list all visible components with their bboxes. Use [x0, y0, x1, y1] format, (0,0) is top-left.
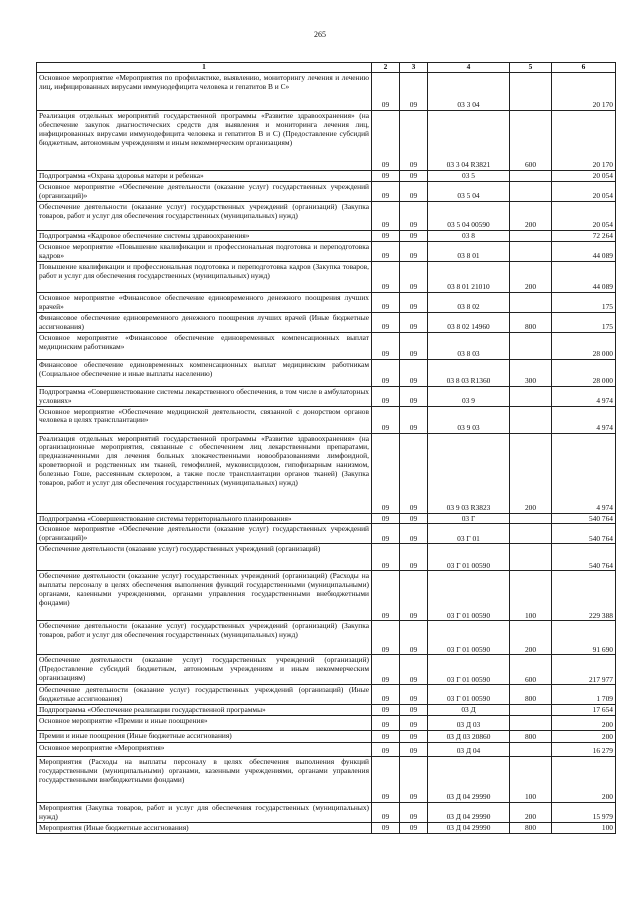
- row-expense-type-cell: [510, 544, 552, 571]
- row-expense-type-cell: [510, 241, 552, 261]
- row-amount-cell: 72 264: [552, 230, 616, 241]
- row-section-cell: 09: [372, 731, 400, 743]
- row-expense-type-cell: 800: [510, 312, 552, 332]
- row-name-cell: Основное мероприятие «Мероприятия по профилактике, выявлению, мониторингу лечения и лечению лиц, инфицированных вирусами иммунодефицита человека и гепатитов В и С»: [37, 73, 372, 111]
- row-expense-type-cell: [510, 386, 552, 406]
- table-row: [37, 171, 616, 182]
- row-code-cell: 03 Г 01: [428, 524, 510, 544]
- row-section-cell: 09: [372, 743, 400, 757]
- row-name-cell: Основное мероприятие «Мероприятия»: [37, 743, 372, 757]
- table-row: [37, 261, 616, 292]
- row-expense-type-cell: [510, 716, 552, 731]
- row-name-cell: Финансовое обеспечение единовременного денежного поощрения лучших врачей (Иные бюджетные ассигнования): [37, 312, 372, 332]
- row-name-cell: Подпрограмма «Совершенствование системы лекарственного обеспечения, в том числе в амбулаторных условиях»: [37, 386, 372, 406]
- row-amount-cell: 4 974: [552, 406, 616, 433]
- table-row: [37, 731, 616, 743]
- row-amount-cell: 44 089: [552, 241, 616, 261]
- row-name-cell: Основное мероприятие «Финансовое обеспечение единовременного денежного поощрения лучших врачей»: [37, 292, 372, 312]
- row-amount-cell: 229 388: [552, 571, 616, 621]
- column-header-3: 3: [400, 63, 428, 73]
- row-subsection-cell: 09: [400, 111, 428, 171]
- column-header-4: 4: [428, 63, 510, 73]
- table-row: [37, 433, 616, 513]
- row-section-cell: 09: [372, 171, 400, 182]
- row-code-cell: 03 5: [428, 171, 510, 182]
- table-row: [37, 757, 616, 803]
- row-expense-type-cell: [510, 705, 552, 716]
- column-header-2: 2: [372, 63, 400, 73]
- row-name-cell: Финансовое обеспечение единовременных компенсационных выплат медицинским работникам (Социальное обеспечение и иные выплаты населению): [37, 359, 372, 386]
- row-amount-cell: 20 054: [552, 171, 616, 182]
- row-subsection-cell: 09: [400, 292, 428, 312]
- row-section-cell: 09: [372, 261, 400, 292]
- row-section-cell: 09: [372, 524, 400, 544]
- row-subsection-cell: 09: [400, 181, 428, 201]
- row-amount-cell: 175: [552, 292, 616, 312]
- row-code-cell: 03 Д 03: [428, 716, 510, 731]
- row-expense-type-cell: 200: [510, 433, 552, 513]
- row-name-cell: Премии и иные поощрения (Иные бюджетные ассигнования): [37, 731, 372, 743]
- budget-table-body: [37, 73, 616, 834]
- row-section-cell: 09: [372, 433, 400, 513]
- row-subsection-cell: 09: [400, 823, 428, 834]
- table-row: [37, 201, 616, 230]
- row-name-cell: Основное мероприятие «Обеспечение медицинской деятельности, связанной с донорством органов человека в целях трансплантации»: [37, 406, 372, 433]
- table-row: [37, 705, 616, 716]
- row-name-cell: Обеспечение деятельности (оказание услуг) государственных учреждений (организаций) (Закупка товаров, работ и услуг для обеспечения государственных (муниципальных) нужд): [37, 621, 372, 655]
- row-amount-cell: 4 974: [552, 433, 616, 513]
- row-name-cell: Подпрограмма «Кадровое обеспечение системы здравоохранения»: [37, 230, 372, 241]
- column-header-5: 5: [510, 63, 552, 73]
- row-code-cell: 03 8 03 R1360: [428, 359, 510, 386]
- row-amount-cell: 100: [552, 823, 616, 834]
- row-code-cell: 03 Д: [428, 705, 510, 716]
- row-name-cell: Обеспечение деятельности (оказание услуг) государственных учреждений (организаций): [37, 544, 372, 571]
- table-row: [37, 823, 616, 834]
- row-code-cell: 03 8 02: [428, 292, 510, 312]
- row-subsection-cell: 09: [400, 731, 428, 743]
- row-expense-type-cell: 800: [510, 823, 552, 834]
- row-section-cell: 09: [372, 757, 400, 803]
- table-row: [37, 621, 616, 655]
- row-code-cell: 03 8 01: [428, 241, 510, 261]
- table-row: [37, 241, 616, 261]
- row-amount-cell: 28 000: [552, 332, 616, 359]
- table-row: [37, 544, 616, 571]
- column-header-1: 1: [37, 63, 372, 73]
- row-section-cell: 09: [372, 359, 400, 386]
- row-subsection-cell: 09: [400, 655, 428, 685]
- row-name-cell: Основное мероприятие «Финансовое обеспечение единовременных компенсационных выплат медицинским работникам»: [37, 332, 372, 359]
- row-section-cell: 09: [372, 332, 400, 359]
- row-amount-cell: 200: [552, 731, 616, 743]
- row-expense-type-cell: [510, 743, 552, 757]
- row-section-cell: 09: [372, 292, 400, 312]
- row-section-cell: 09: [372, 621, 400, 655]
- row-expense-type-cell: 800: [510, 685, 552, 705]
- table-row: [37, 332, 616, 359]
- row-subsection-cell: 09: [400, 386, 428, 406]
- row-section-cell: 09: [372, 655, 400, 685]
- row-expense-type-cell: 100: [510, 757, 552, 803]
- row-code-cell: 03 5 04 00590: [428, 201, 510, 230]
- row-section-cell: 09: [372, 230, 400, 241]
- row-amount-cell: 200: [552, 716, 616, 731]
- row-name-cell: Реализация отдельных мероприятий государственной программы «Развитие здравоохранения» (на обеспечение закупок диагностических средств для выявления и мониторинга лечения лиц, инфицированных вирусами иммунодефицита человека и гепатитов В и С) (Предоставление субсидий бюджетным, автономным учреждениям и иным некоммерческим организациям): [37, 111, 372, 171]
- row-expense-type-cell: [510, 406, 552, 433]
- row-expense-type-cell: 200: [510, 261, 552, 292]
- row-code-cell: 03 3 04: [428, 73, 510, 111]
- row-amount-cell: 217 977: [552, 655, 616, 685]
- table-row: [37, 111, 616, 171]
- row-amount-cell: 20 054: [552, 201, 616, 230]
- row-name-cell: Подпрограмма «Охрана здоровья матери и ребенка»: [37, 171, 372, 182]
- row-expense-type-cell: [510, 230, 552, 241]
- row-section-cell: 09: [372, 406, 400, 433]
- row-code-cell: 03 9 03 R3823: [428, 433, 510, 513]
- row-code-cell: 03 Г 01 00590: [428, 621, 510, 655]
- row-subsection-cell: 09: [400, 171, 428, 182]
- row-subsection-cell: 09: [400, 571, 428, 621]
- row-subsection-cell: 09: [400, 621, 428, 655]
- row-expense-type-cell: [510, 292, 552, 312]
- row-name-cell: Основное мероприятие «Обеспечение деятельности (оказание услуг) государственных учреждений (организаций)»: [37, 181, 372, 201]
- row-subsection-cell: 09: [400, 705, 428, 716]
- table-row: [37, 513, 616, 524]
- row-section-cell: 09: [372, 544, 400, 571]
- row-name-cell: Основное мероприятие «Повышение квалификации и профессиональная подготовка и переподготовка кадров»: [37, 241, 372, 261]
- row-subsection-cell: 09: [400, 513, 428, 524]
- row-amount-cell: 175: [552, 312, 616, 332]
- row-code-cell: 03 8: [428, 230, 510, 241]
- row-expense-type-cell: [510, 171, 552, 182]
- page-number: 265: [314, 30, 326, 39]
- row-amount-cell: 91 690: [552, 621, 616, 655]
- row-subsection-cell: 09: [400, 544, 428, 571]
- table-row: [37, 386, 616, 406]
- row-expense-type-cell: [510, 181, 552, 201]
- row-amount-cell: 540 764: [552, 524, 616, 544]
- row-expense-type-cell: 200: [510, 201, 552, 230]
- row-name-cell: Реализация отдельных мероприятий государственной программы «Развитие здравоохранения» (на организационные мероприятия, связанные с обеспечением лиц лекарственными препаратами, предназначенными для лечения больных злокачественными новообразованиями лимфоидной, кроветворной и родственных им тканей, гемофилией, муковисцидозом, гипофизарным нанизмом, болезнью Гоше, рассеянным склерозом, а также после трансплантации органов тканей) (Закупка товаров, работ и услуг для обеспечения государственных (муниципальных) нужд): [37, 433, 372, 513]
- row-section-cell: 09: [372, 823, 400, 834]
- row-code-cell: 03 8 01 21010: [428, 261, 510, 292]
- row-subsection-cell: 09: [400, 685, 428, 705]
- row-name-cell: Мероприятия (Закупка товаров, работ и услуг для обеспечения государственных (муниципальных) нужд): [37, 803, 372, 823]
- row-expense-type-cell: 100: [510, 571, 552, 621]
- row-subsection-cell: 09: [400, 803, 428, 823]
- table-row: [37, 743, 616, 757]
- row-code-cell: 03 3 04 R3821: [428, 111, 510, 171]
- row-section-cell: 09: [372, 716, 400, 731]
- row-subsection-cell: 09: [400, 406, 428, 433]
- row-section-cell: 09: [372, 685, 400, 705]
- row-subsection-cell: 09: [400, 332, 428, 359]
- row-code-cell: 03 Г 01 00590: [428, 685, 510, 705]
- table-row: [37, 524, 616, 544]
- row-code-cell: 03 Г: [428, 513, 510, 524]
- row-expense-type-cell: 600: [510, 111, 552, 171]
- row-name-cell: Подпрограмма «Совершенствование системы территориального планирования»: [37, 513, 372, 524]
- budget-table: [36, 62, 616, 834]
- column-header-6: 6: [552, 63, 616, 73]
- row-name-cell: Обеспечение деятельности (оказание услуг) государственных учреждений (организаций) (Закупка товаров, работ и услуг для обеспечения государственных (муниципальных) нужд): [37, 201, 372, 230]
- row-name-cell: Обеспечение деятельности (оказание услуг) государственных учреждений (организаций) (Расходы на выплаты персоналу в целях обеспечения выполнения функций государственными (муниципальными) органами, казенными учреждениями, органами управления государственными внебюджетными фондами): [37, 571, 372, 621]
- row-amount-cell: 16 279: [552, 743, 616, 757]
- row-expense-type-cell: [510, 524, 552, 544]
- table-row: [37, 803, 616, 823]
- row-amount-cell: 4 974: [552, 386, 616, 406]
- row-subsection-cell: 09: [400, 201, 428, 230]
- row-section-cell: 09: [372, 803, 400, 823]
- row-code-cell: 03 Д 04 29990: [428, 823, 510, 834]
- row-section-cell: 09: [372, 181, 400, 201]
- row-expense-type-cell: [510, 513, 552, 524]
- row-name-cell: Основное мероприятие «Премии и иные поощрения»: [37, 716, 372, 731]
- table-row: [37, 685, 616, 705]
- row-section-cell: 09: [372, 73, 400, 111]
- row-section-cell: 09: [372, 386, 400, 406]
- row-expense-type-cell: [510, 332, 552, 359]
- row-expense-type-cell: 800: [510, 731, 552, 743]
- row-code-cell: 03 Д 04 29990: [428, 803, 510, 823]
- row-amount-cell: 17 654: [552, 705, 616, 716]
- table-row: [37, 73, 616, 111]
- row-amount-cell: 540 764: [552, 513, 616, 524]
- row-code-cell: 03 Д 03 20860: [428, 731, 510, 743]
- row-name-cell: Обеспечение деятельности (оказание услуг) государственных учреждений (организаций) (Предоставление субсидий бюджетным, автономным учреждениям и иным некоммерческим организациям): [37, 655, 372, 685]
- table-row: [37, 716, 616, 731]
- row-name-cell: Мероприятия (Иные бюджетные ассигнования): [37, 823, 372, 834]
- row-expense-type-cell: 600: [510, 655, 552, 685]
- row-expense-type-cell: 300: [510, 359, 552, 386]
- row-name-cell: Обеспечение деятельности (оказание услуг) государственных учреждений (организаций) (Иные бюджетные ассигнования): [37, 685, 372, 705]
- row-code-cell: 03 Г 01 00590: [428, 655, 510, 685]
- row-subsection-cell: 09: [400, 261, 428, 292]
- row-code-cell: 03 9: [428, 386, 510, 406]
- row-subsection-cell: 09: [400, 230, 428, 241]
- row-amount-cell: 44 089: [552, 261, 616, 292]
- row-subsection-cell: 09: [400, 716, 428, 731]
- row-section-cell: 09: [372, 201, 400, 230]
- table-row: [37, 230, 616, 241]
- row-section-cell: 09: [372, 312, 400, 332]
- row-amount-cell: 1 709: [552, 685, 616, 705]
- row-subsection-cell: 09: [400, 743, 428, 757]
- table-row: [37, 292, 616, 312]
- row-amount-cell: 200: [552, 757, 616, 803]
- row-code-cell: 03 8 03: [428, 332, 510, 359]
- row-name-cell: Основное мероприятие «Обеспечение деятельности (оказание услуг) государственных учреждений (организаций)»: [37, 524, 372, 544]
- row-code-cell: 03 Г 01 00590: [428, 544, 510, 571]
- row-section-cell: 09: [372, 111, 400, 171]
- row-name-cell: Повышение квалификации и профессиональная подготовка и переподготовка кадров (Закупка товаров, работ и услуг для обеспечения государственных (муниципальных) нужд): [37, 261, 372, 292]
- row-section-cell: 09: [372, 513, 400, 524]
- row-code-cell: 03 Д 04: [428, 743, 510, 757]
- row-subsection-cell: 09: [400, 524, 428, 544]
- row-code-cell: 03 5 04: [428, 181, 510, 201]
- table-row: [37, 181, 616, 201]
- table-header-row: [37, 63, 616, 73]
- row-subsection-cell: 09: [400, 73, 428, 111]
- row-amount-cell: 20 170: [552, 73, 616, 111]
- table-row: [37, 655, 616, 685]
- row-code-cell: 03 8 02 14960: [428, 312, 510, 332]
- row-name-cell: Мероприятия (Расходы на выплаты персоналу в целях обеспечения выполнения функций государственными (муниципальными) органами, казенными учреждениями, органами управления государственными внебюджетными фондами): [37, 757, 372, 803]
- row-section-cell: 09: [372, 571, 400, 621]
- row-code-cell: 03 Г 01 00590: [428, 571, 510, 621]
- table-row: [37, 571, 616, 621]
- row-subsection-cell: 09: [400, 757, 428, 803]
- row-code-cell: 03 9 03: [428, 406, 510, 433]
- row-amount-cell: 20 054: [552, 181, 616, 201]
- row-subsection-cell: 09: [400, 433, 428, 513]
- row-amount-cell: 28 000: [552, 359, 616, 386]
- table-row: [37, 406, 616, 433]
- row-code-cell: 03 Д 04 29990: [428, 757, 510, 803]
- row-name-cell: Подпрограмма «Обеспечение реализации государственной программы»: [37, 705, 372, 716]
- table-row: [37, 359, 616, 386]
- row-section-cell: 09: [372, 241, 400, 261]
- row-subsection-cell: 09: [400, 241, 428, 261]
- row-expense-type-cell: 200: [510, 621, 552, 655]
- row-subsection-cell: 09: [400, 312, 428, 332]
- row-section-cell: 09: [372, 705, 400, 716]
- row-expense-type-cell: [510, 73, 552, 111]
- row-amount-cell: 540 764: [552, 544, 616, 571]
- table-row: [37, 312, 616, 332]
- row-amount-cell: 20 170: [552, 111, 616, 171]
- row-subsection-cell: 09: [400, 359, 428, 386]
- row-amount-cell: 15 979: [552, 803, 616, 823]
- row-expense-type-cell: 200: [510, 803, 552, 823]
